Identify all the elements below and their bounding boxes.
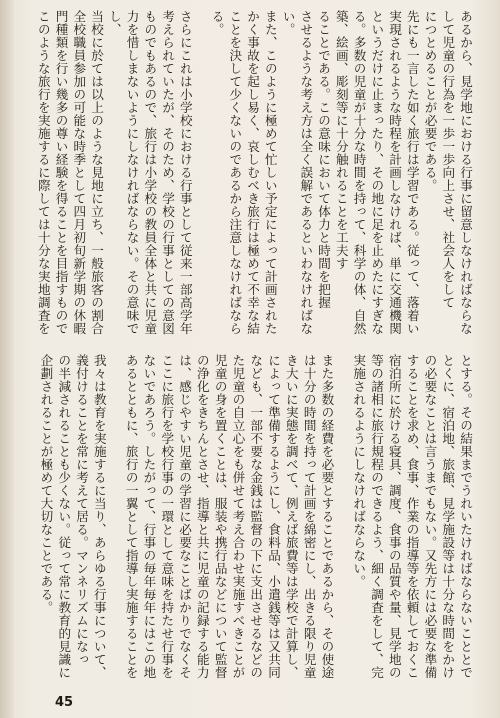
- text-column: の半減されることも少くない。従って常に教育的見識に: [56, 354, 72, 679]
- text-column: して児童の行為を一歩一歩向上させ、社会人をして: [440, 10, 456, 309]
- text-column: することを求め、食事、作業の指導等を依頼しておくこ: [404, 354, 420, 679]
- text-column: 児童の身を置くことは、服装や携行品などについて監督: [212, 354, 228, 679]
- text-column: また多数の経費を必要とすることであるから、その使途: [319, 354, 335, 679]
- paragraph-gap: [194, 10, 208, 336]
- text-column: によって準備するようにし、食料品、小遣銭等は又共同: [266, 354, 282, 679]
- text-column: 先にも一言した如く旅行は学習である。従って、落着い: [404, 10, 420, 335]
- text-column: 門種類を行い幾多の尊い経験を得ることを目指すもので: [53, 10, 69, 335]
- text-column: あるから、見学地における行事に留意しなければならな: [458, 10, 473, 335]
- text-column: 実施されるようにしなければならない。: [351, 354, 367, 588]
- paragraph-gap: [108, 354, 122, 689]
- paragraph-gap: [335, 354, 349, 689]
- text-column: につとめることが必要である。: [422, 10, 438, 192]
- text-column: 全校職員参加の可能な時季として四月初旬新学期の休暇: [71, 10, 87, 335]
- text-column: き大いに実態を調べて、例えば旅費等は学校で計算し、: [283, 354, 299, 679]
- text-column: の浄化をきちんとさせ、指導と共に児童の記録する能力: [194, 354, 210, 679]
- text-column: た児童の自立心をも併せて考え合わせ実施すべきことが: [230, 354, 246, 679]
- text-column: ことを決して少くないのであるから注意しなければなら: [227, 10, 243, 335]
- text-column: 企劃されることが極めて大切なことである。: [38, 354, 54, 614]
- text-column: ないであろう。したがって、行事の毎年毎年にはこの地: [141, 354, 157, 679]
- upper-text-block: [34, 10, 474, 336]
- text-column: させるような考え方は全く誤解であるといわなければな: [298, 10, 314, 335]
- page-number: 45: [55, 695, 74, 710]
- text-column: なども、一部不要な金銭は監督の下に支出させるなどの: [248, 354, 264, 679]
- text-column: い。: [280, 10, 296, 36]
- text-column: というだけに止まったり、その地に足を止めたにすぎな: [369, 10, 385, 335]
- text-column: 等の諸相に旅行規程のできるよう、細く調査をして、完: [369, 354, 385, 679]
- block-divider: [34, 344, 474, 345]
- text-column: 我々は教育を実施するに当り、あらゆる行事について、: [91, 354, 107, 679]
- page-gutter-shadow: [0, 0, 14, 718]
- text-column: かく事故を起し易く、哀しむべき旅行は極めて不幸な結: [245, 10, 260, 335]
- text-column: の必要なことは言うまでもない。又先方には必要な準備: [422, 354, 438, 679]
- text-column: ものでもあるので、旅行は小学校の教員全体と共に児童: [142, 10, 158, 335]
- text-column: また、このように極めて忙しい予定によって計画された: [262, 10, 278, 335]
- text-column: は、感じやすい児童の学習に必要なことばかりでなくそ: [177, 354, 193, 679]
- text-column: 築、絵画、彫刻等に十分触れることを工夫す: [333, 10, 349, 270]
- text-column: 考えられていたが、そのため、学校の行事としての意図: [160, 10, 175, 335]
- text-column: 力を惜しまないようにしなければならない。その意味で: [124, 10, 140, 335]
- text-column: ることである。この意味において体力と時間を把握: [316, 10, 331, 309]
- text-column: 宿泊所に於ける寝具、調度、食事の品質や量、見学地の: [386, 354, 402, 679]
- text-column: とくに、宿泊地、旅館、見学施設等は十分な時間をかけ: [440, 354, 456, 679]
- text-column: し、: [106, 10, 122, 36]
- text-column: ここに旅行を学校行事の一環として意味を持たせ行事を: [159, 354, 175, 679]
- text-column: る。: [209, 10, 225, 36]
- text-column: とする。その結果までうれいたければならないこととで: [458, 354, 473, 679]
- text-column: る。多数の児童が十分な時間を持って、科学の体、自然: [351, 10, 367, 335]
- text-column: あるとともに、旅行の一翼として指導し実施することを: [123, 354, 139, 679]
- text-column: 当校に於ては以上のような見地に立ち、一般旅客の割合: [89, 10, 104, 335]
- text-column: 実現されるような時程を計画しなければ、単に交通機関: [387, 10, 402, 335]
- text-column: 義付けることを常に考えて居る。マンネリズムになっ: [74, 354, 90, 666]
- lower-text-block: [34, 354, 474, 689]
- text-column: さらにこれは小学校における行事として従来一部高学年: [177, 10, 193, 335]
- text-column: は十分の時間を持って計画を綿密にし、出きる限り児童: [301, 354, 317, 679]
- text-column: このような旅行を実施するに際しては十分な実地調査を: [35, 10, 51, 335]
